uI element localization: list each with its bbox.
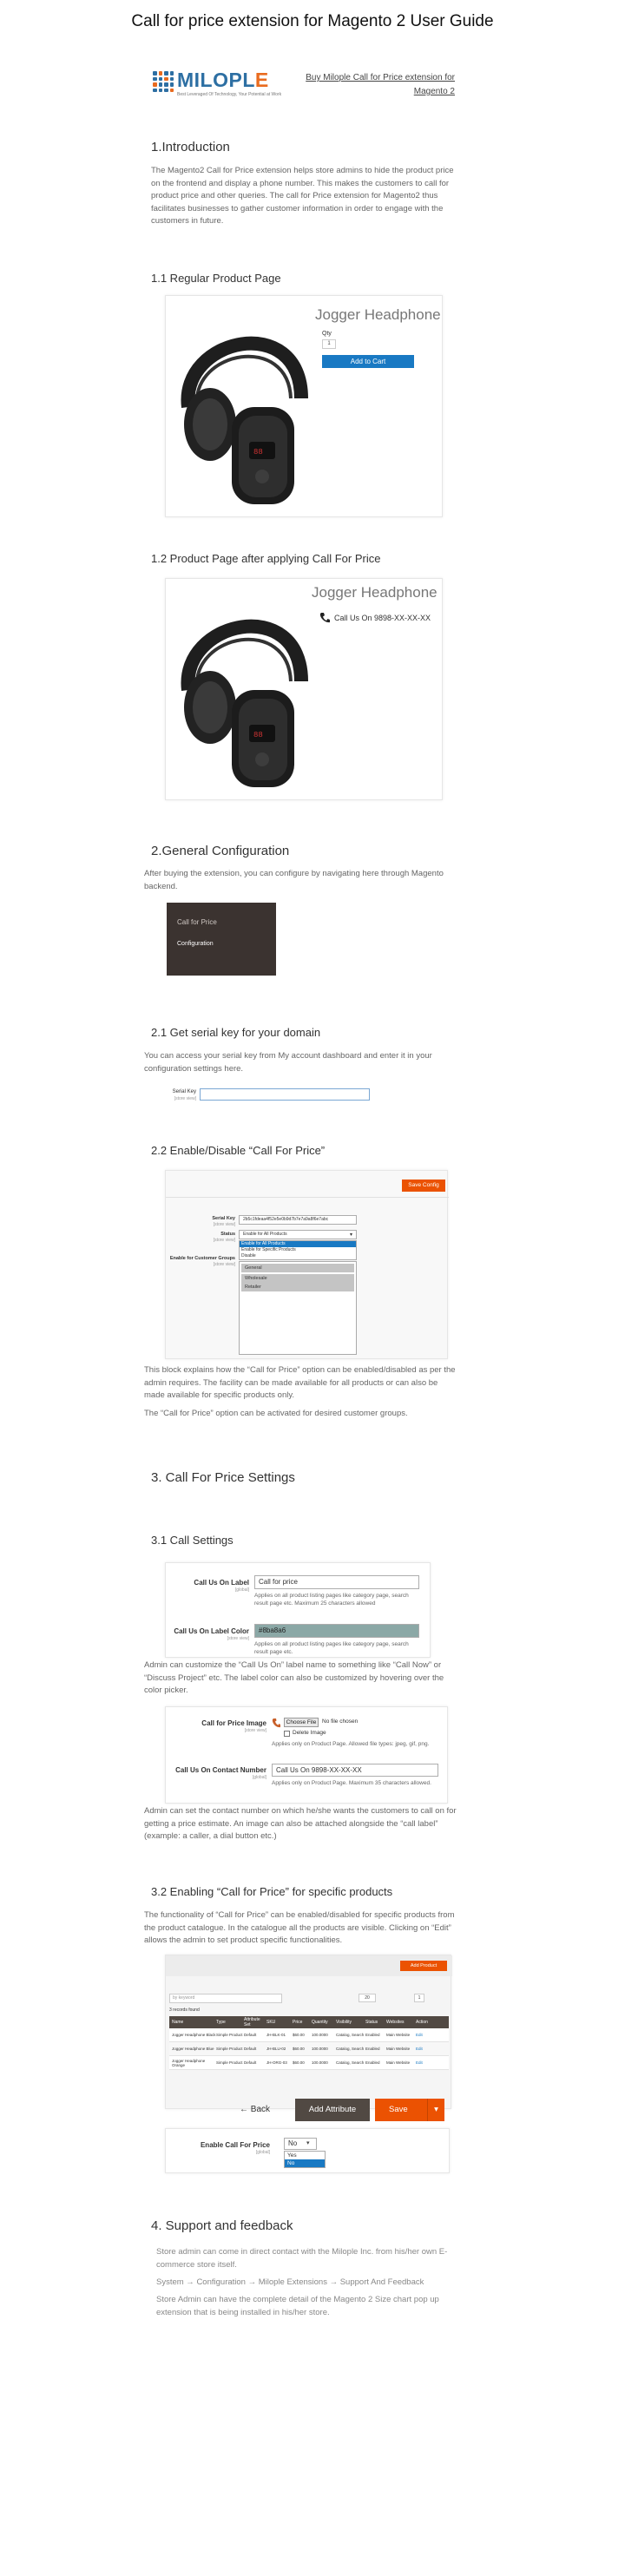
enable-text-1: This block explains how the “Call for Price” option can be enabled/disabled as per the admin requires. The facility can be made available for all products or can also be made available for specific products only. (144, 1365, 456, 1400)
back-arrow-icon: ← (240, 2105, 248, 2114)
delete-image-label: Delete Image (293, 1730, 326, 1736)
edit-link[interactable]: Edit (416, 2060, 423, 2065)
label-color-input[interactable]: #8ba8a6 (254, 1624, 419, 1638)
call-settings-heading: 3.1 Call Settings (151, 1534, 234, 1547)
image-note: Applies only on Product Page. Allowed file types: jpeg, gif, png. (272, 1741, 430, 1747)
contact-number-note: Applies only on Product Page. Maximum 35 characters allowed. (272, 1780, 431, 1786)
grid-header (169, 2016, 449, 2028)
serial-text: You can access your serial key from My account dashboard and enter it in your configuration settings here. (144, 1051, 432, 1074)
status-option-2[interactable]: Disable (241, 1253, 256, 1258)
general-heading: 2.General Configuration (151, 844, 290, 858)
intro-heading: 1.Introduction (151, 140, 230, 154)
call-settings-text-2: Admin can set the contact number on which he/she wants the customers to call on for getting a price estimate. An image can also be attached alongside the “call label” (example: a caller, a dial button etc.) (144, 1806, 457, 1841)
phone-icon (319, 612, 331, 624)
contact-number-input[interactable]: Call Us On 9898-XX-XX-XX (272, 1764, 438, 1777)
no-file-text: No file chosen (322, 1718, 359, 1725)
callforprice-product-screenshot (165, 578, 443, 800)
add-to-cart-button[interactable]: Add to Cart (322, 355, 414, 368)
enable-config-screenshot (165, 1170, 448, 1359)
regular-product-screenshot (165, 295, 443, 517)
serial-key-scope: [store view] (174, 1096, 196, 1101)
label-color-note: Applies on all product listing pages like category page, search result page etc. (254, 1641, 409, 1655)
logo-tagline: Best Leveraged Of Technology, Your Potential at Work (177, 92, 282, 97)
column-header[interactable]: Visibility (336, 2020, 352, 2025)
enable-options-list (284, 2151, 326, 2168)
menu-item-configuration[interactable]: Configuration (177, 941, 214, 947)
enable-serial-scope: [store view] (213, 1222, 235, 1227)
after-product-name: Jogger Headphone (312, 584, 438, 601)
column-header[interactable]: Quantity (312, 2020, 328, 2025)
page-title: Call for price extension for Magento 2 User Guide (131, 12, 494, 30)
svg-text:88: 88 (253, 731, 263, 739)
support-heading: 4. Support and feedback (151, 2218, 293, 2233)
column-header[interactable]: Attribute Set (244, 2017, 260, 2027)
settings-heading: 3. Call For Price Settings (151, 1470, 295, 1485)
groups-scope: [store view] (213, 1262, 235, 1267)
product-grid-screenshot (165, 1955, 451, 2109)
enable-heading: 2.2 Enable/Disable “Call For Price” (151, 1144, 326, 1157)
status-options-list (239, 1240, 357, 1260)
column-header[interactable]: Price (293, 2020, 303, 2025)
status-scope: [store view] (213, 1238, 235, 1243)
call-label-settings-screenshot (165, 1562, 431, 1658)
phone-icon (272, 1718, 280, 1728)
headphone-image (171, 586, 319, 796)
status-label: Status (220, 1232, 235, 1237)
page-input[interactable]: 1 (414, 1994, 424, 2002)
add-attribute-button[interactable]: Add Attribute (295, 2099, 370, 2121)
add-product-button[interactable]: Add Product (400, 1961, 447, 1971)
save-button[interactable]: Save (389, 2105, 408, 2114)
column-header[interactable]: SKU (266, 2020, 276, 2025)
svg-text:88: 88 (253, 448, 263, 457)
image-label: Call for Price Image (201, 1719, 266, 1727)
groups-multiselect[interactable] (239, 1261, 357, 1355)
label-color-scope: [store view] (227, 1636, 249, 1641)
records-count: 3 records found (169, 2008, 200, 2013)
label-color-label: Call Us On Label Color (174, 1627, 249, 1635)
table-row[interactable]: Jogger Headphone Black Simple Product Default JH-BLK-01 $60.00 100.0000 Catalog, Search Enabled Main Website Edit (169, 2028, 449, 2042)
support-line-3: Store Admin can have the complete detail of the Magento 2 Size chart pop up extension that is being installed in his/her store. (156, 2295, 439, 2317)
enable-option-yes[interactable]: Yes (287, 2152, 297, 2159)
specific-heading: 3.2 Enabling “Call for Price” for specific products (151, 1885, 393, 1898)
logo-wordmark: MILOPLE (177, 69, 269, 91)
group-option[interactable]: Wholesale (241, 1274, 354, 1283)
per-page-select[interactable]: 20 (359, 1994, 376, 2002)
milople-logo (151, 69, 282, 103)
image-scope: [store view] (244, 1728, 266, 1733)
status-option-1[interactable]: Enable for Specific Products (241, 1247, 296, 1252)
enable-callforprice-scope: [global] (255, 2150, 270, 2155)
grid-search-input[interactable]: by keyword (169, 1994, 282, 2003)
save-split-button[interactable] (375, 2099, 444, 2121)
column-header[interactable]: Type (216, 2020, 226, 2025)
regular-heading: 1.1 Regular Product Page (151, 272, 281, 285)
general-text: After buying the extension, you can configure by navigating here through Magento backend. (144, 869, 444, 891)
regular-product-name: Jogger Headphone (315, 306, 441, 323)
groups-label: Enable for Customer Groups (169, 1256, 235, 1261)
edit-link[interactable]: Edit (416, 2033, 423, 2037)
choose-file-button[interactable]: Choose File (284, 1718, 319, 1727)
after-heading: 1.2 Product Page after applying Call For Price (151, 552, 381, 565)
enable-callforprice-screenshot (165, 2128, 450, 2173)
enable-text-2: The “Call for Price” option can be activated for desired customer groups. (144, 1409, 408, 1418)
column-header[interactable]: Name (172, 2020, 184, 2025)
serial-key-label: Serial Key (172, 1089, 196, 1094)
enable-callforprice-label: Enable Call For Price (200, 2141, 270, 2149)
call-us-text: Call Us On 9898-XX-XX-XX (334, 614, 431, 622)
buy-extension-link[interactable]: Buy Milople Call for Price extension for Magento 2 (306, 73, 455, 96)
call-label-input[interactable]: Call for price (254, 1575, 419, 1589)
enable-callforprice-select[interactable]: No (284, 2138, 317, 2150)
chevron-down-icon: ▾ (306, 2140, 310, 2146)
group-option[interactable]: General (241, 1264, 354, 1272)
admin-menu-screenshot (167, 903, 276, 976)
column-header[interactable]: Action (416, 2020, 428, 2025)
intro-text: The Magento2 Call for Price extension helps store admins to hide the product price on the frontend and display a phone number. This makes the customers to call for product price and other queries. The call for Price extension for Magento2 thus facilitates businesses to gather customer information in order to engage with the customers in future. (151, 166, 454, 226)
call-label-note: Applies on all product listing pages like category page, search result page etc. Maximum 25 characters allowed (254, 1593, 409, 1607)
call-settings-text-1: Admin can customize the “Call Us On” label name to something like “Call Now” or “Discuss Project” etc. The label color can also be customized by hovering over the color picker. (144, 1660, 444, 1695)
specific-text: The functionality of “Call for Price” can be enabled/disabled for specific products from the product catalogue. In the catalogue all the products are visible. Clicking on “Edit” allows the admin to set product specific functionalities. (144, 1910, 455, 1945)
call-label-scope: [global] (234, 1587, 249, 1593)
back-button[interactable]: ← Back (240, 2105, 271, 2114)
enable-serial-label: Serial Key (212, 1216, 235, 1221)
contact-number-label: Call Us On Contact Number (175, 1766, 266, 1774)
qty-label: Qty (322, 331, 332, 337)
delete-image-checkbox[interactable] (284, 1731, 290, 1737)
edit-link[interactable]: Edit (416, 2047, 423, 2051)
call-image-settings-screenshot (165, 1706, 448, 1804)
grid-body (169, 2028, 449, 2070)
status-select[interactable]: Enable for All Products (239, 1230, 357, 1239)
column-header[interactable]: Status (365, 2020, 378, 2025)
contact-number-scope: [global] (252, 1775, 266, 1780)
group-option[interactable]: Retailer (241, 1283, 354, 1291)
enable-option-no[interactable]: No (285, 2159, 325, 2167)
table-row[interactable]: Jogger Headphone Orange Simple Product Default JH-ORG-03 $60.00 100.0000 Catalog, Search Enabled Main Website Edit (169, 2056, 449, 2070)
call-label-label: Call Us On Label (194, 1579, 249, 1587)
serial-key-input[interactable] (200, 1088, 370, 1101)
status-option-0[interactable]: Enable for All Products (240, 1241, 356, 1247)
chevron-down-icon[interactable]: ▾ (427, 2099, 444, 2121)
logo-grid-icon (153, 71, 174, 92)
column-header[interactable]: Websites (386, 2020, 405, 2025)
support-line-1: Store admin can come in direct contact with the Milople Inc. from his/her own E-commerce store itself. (156, 2247, 448, 2270)
save-config-button[interactable]: Save Config (402, 1180, 445, 1192)
enable-serial-input[interactable]: 2b5c1fdeaa4f52e5e0b9d7b7e7a9a8f6e7abc (239, 1215, 357, 1225)
menu-title: Call for Price (177, 918, 217, 926)
qty-input[interactable]: 1 (322, 339, 336, 349)
table-row[interactable]: Jogger Headphone Blue Simple Product Default JH-BLU-02 $60.00 100.0000 Catalog, Search Enabled Main Website Edit (169, 2042, 449, 2056)
serial-key-screenshot (167, 1087, 375, 1107)
serial-heading: 2.1 Get serial key for your domain (151, 1026, 321, 1039)
chevron-down-icon: ▾ (350, 1232, 353, 1238)
headphone-image (171, 303, 319, 513)
support-line-2: System → Configuration → Milople Extensions → Support And Feedback (156, 2277, 424, 2287)
